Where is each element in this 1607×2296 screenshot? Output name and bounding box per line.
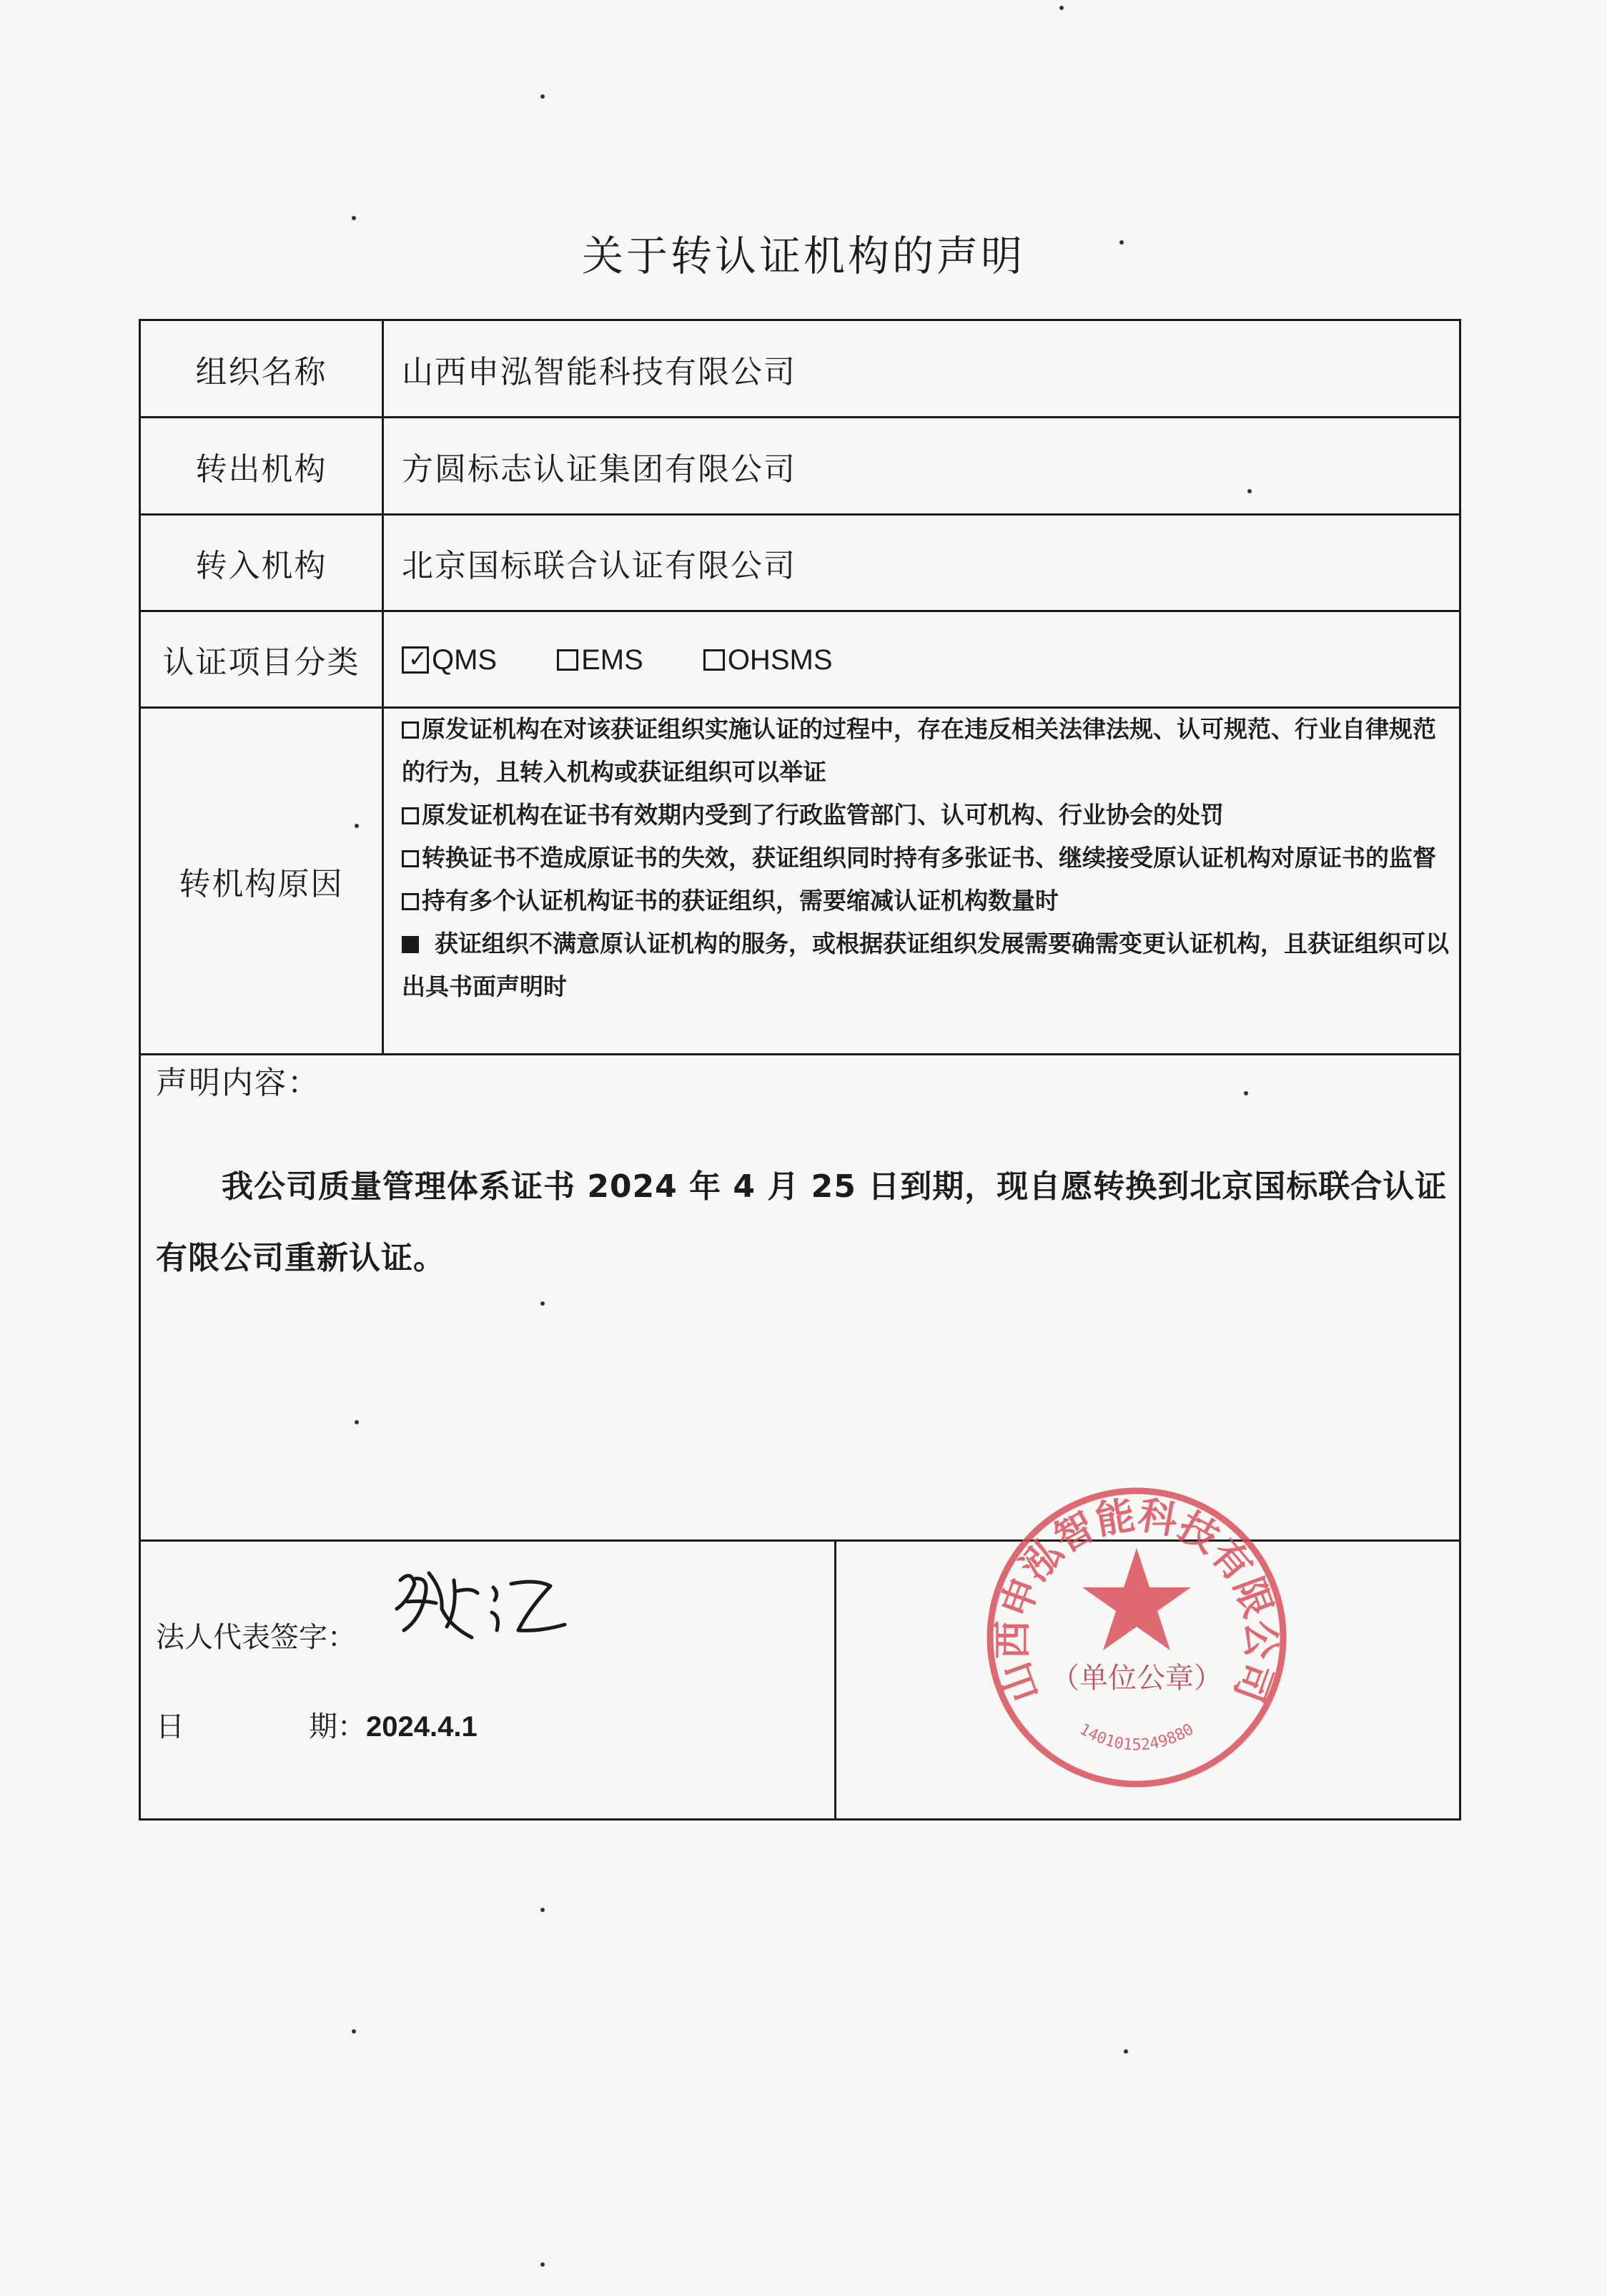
- signature-label: 法人代表签字：: [156, 1621, 356, 1654]
- transfer-in-value: 北京国标联合认证有限公司: [402, 548, 796, 584]
- scan-speck: [1119, 240, 1124, 245]
- empty-box-icon: [402, 807, 419, 824]
- scan-speck: [1059, 6, 1064, 10]
- scan-speck: [352, 216, 356, 220]
- qms-checkbox[interactable]: [402, 644, 497, 676]
- scan-speck: [355, 1420, 359, 1424]
- star-icon: [1082, 1548, 1191, 1650]
- checkmark-icon: ✓: [408, 646, 427, 671]
- reason-item[interactable]: [402, 880, 1453, 922]
- scan-speck: [1247, 489, 1252, 493]
- reason-text: 原发证机构在证书有效期内受到了行政监管部门、认可机构、行业协会的处罚: [422, 801, 1224, 829]
- empty-box-icon: [402, 893, 419, 910]
- org-name-label: 组织名称: [195, 353, 327, 390]
- reason-item[interactable]: [402, 708, 1453, 794]
- checked-box-icon: [402, 646, 429, 674]
- scan-speck: [540, 94, 545, 99]
- filled-box-icon: [402, 936, 419, 953]
- declaration-text: 我公司质量管理体系证书 2024 年 4 月 25 日到期，现自愿转换到北京国标联合认证有限公司重新认证。: [156, 1168, 1448, 1276]
- reason-text: 获证组织不满意原认证机构的服务，或根据获证组织发展需要确需变更认证机构，且获证组织可以出具书面声明时: [402, 930, 1449, 1000]
- empty-box-icon: [402, 850, 419, 867]
- scan-speck: [540, 1301, 545, 1306]
- reason-item[interactable]: [402, 922, 1453, 1008]
- org-name-value: 山西申泓智能科技有限公司: [402, 353, 796, 390]
- scan-speck: [352, 2029, 356, 2034]
- date-value: 2024.4.1: [366, 1711, 478, 1743]
- reason-text: 原发证机构在对该获证组织实施认证的过程中，存在违反相关法律法规、认可规范、行业自律规范的行为，且转入机构或获证组织可以举证: [402, 715, 1436, 786]
- category-label: 认证项目分类: [162, 644, 360, 681]
- transfer-out-label: 转出机构: [195, 450, 327, 488]
- reason-item[interactable]: [402, 794, 1453, 837]
- declaration-label: 声明内容：: [156, 1065, 320, 1101]
- reason-label: 转机构原因: [179, 866, 344, 902]
- handwritten-signature: [386, 1559, 572, 1652]
- reason-item[interactable]: [402, 837, 1453, 880]
- empty-box-icon: [402, 721, 419, 739]
- document-title: 关于转认证机构的声明: [581, 231, 1025, 280]
- reason-list: [402, 708, 1453, 1008]
- scan-speck: [540, 2262, 545, 2267]
- date-row: [156, 1704, 478, 1745]
- ohsms-checkbox[interactable]: [703, 644, 833, 676]
- empty-box-icon: [557, 649, 578, 671]
- date-label-left: 日: [156, 1710, 184, 1743]
- ems-checkbox[interactable]: [557, 644, 643, 676]
- scan-speck: [355, 824, 359, 828]
- reason-text: 转换证书不造成原证书的失效，获证组织同时持有多张证书、继续接受原认证机构对原证书的监督: [422, 844, 1436, 872]
- column-divider: [382, 319, 384, 1055]
- scan-speck: [1124, 2049, 1128, 2054]
- scan-speck: [540, 1908, 545, 1912]
- column-divider: [834, 1539, 836, 1820]
- seal-code: 1401015249880: [1076, 1720, 1197, 1755]
- empty-box-icon: [703, 649, 725, 671]
- ems-label: EMS: [581, 644, 643, 676]
- date-label-right: 期：: [309, 1710, 366, 1743]
- seal-name: 山西申泓智能科技有限公司: [989, 1491, 1285, 1708]
- row-divider: [139, 1053, 1461, 1055]
- seal-caption: （单位公章）: [1051, 1662, 1222, 1695]
- scan-speck: [1244, 1091, 1248, 1095]
- transfer-out-value: 方圆标志认证集团有限公司: [402, 450, 796, 488]
- company-seal: [972, 1473, 1301, 1802]
- reason-text: 持有多个认证机构证书的获证组织，需要缩减认证机构数量时: [422, 887, 1059, 915]
- qms-label: QMS: [432, 644, 498, 676]
- ohsms-label: OHSMS: [727, 644, 833, 676]
- category-options: [402, 614, 893, 706]
- transfer-in-label: 转入机构: [195, 548, 327, 584]
